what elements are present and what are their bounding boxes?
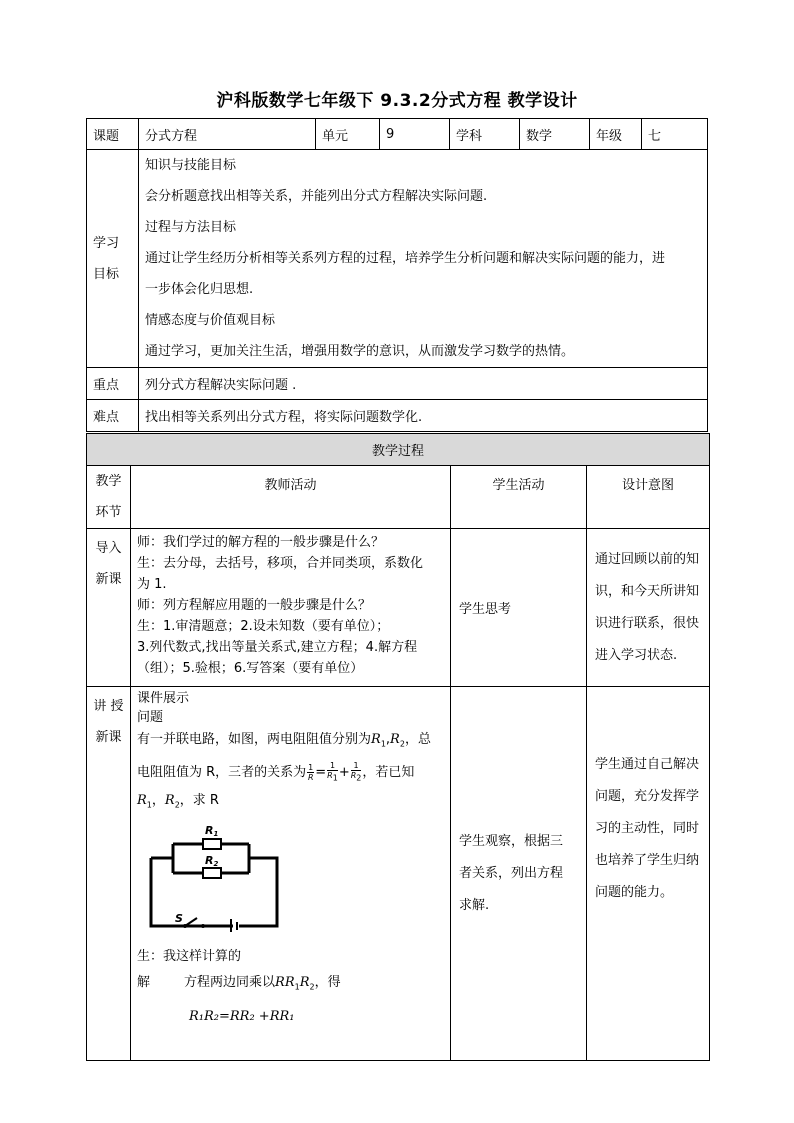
unit-value: 9: [380, 119, 450, 150]
objective-line: 知识与技能目标: [145, 158, 237, 173]
difficulty-text: 找出相等关系列出分式方程，将实际问题数学化.: [139, 400, 708, 432]
topic-value: 分式方程: [139, 119, 316, 150]
process-header: 教学过程: [87, 434, 710, 466]
intro-design-intent: 通过回顾以前的知 识，和今天所讲知 识进行联系，很快 进入学习状态.: [587, 529, 710, 687]
unit-label: 单元: [316, 119, 380, 150]
fig-switch-label: S: [175, 912, 183, 926]
student-column-header: 学生活动: [451, 466, 587, 529]
document-title: 沪科版数学七年级下 9.3.2分式方程 教学设计: [216, 91, 578, 111]
lecture-teacher-activity: [131, 687, 451, 1061]
courseware-label: 课件展示: [137, 691, 190, 706]
subject-value: 数学: [520, 119, 590, 150]
info-table: [86, 118, 708, 432]
grade-value: 七: [642, 119, 708, 150]
stage-column-header: 教学 环节: [87, 466, 131, 529]
objective-line: 情感态度与价值观目标: [145, 313, 276, 328]
problem-line-2: 电阻阻值为 R，三者的关系为 $\frac{1}{R}$ = $\frac{1}{R_1}$ + $\frac{1}{R_2}$ ，若已知: [137, 761, 415, 783]
solution-line: 解 方程两边同乘以$RR_1R_2$，得: [137, 975, 341, 992]
intro-stage: 导入 新课: [87, 529, 131, 687]
fig-r1-label: R1: [205, 824, 219, 839]
design-column-header: 设计意图: [587, 466, 710, 529]
formula-fraction: $\frac{1}{R}$: [307, 762, 314, 782]
fig-r2-label: R2: [205, 854, 219, 869]
objective-line: 一步体会化归思想.: [145, 282, 254, 297]
grade-label: 年级: [590, 119, 642, 150]
difficulty-label: 难点: [87, 400, 139, 432]
objective-line: 会分析题意找出相等关系，并能列出分式方程解决实际问题.: [145, 189, 488, 204]
lecture-design-intent: 学生通过自己解决 问题，充分发挥学 习的主动性，同时 也培养了学生归纳 问题的能力。: [587, 687, 710, 1061]
intro-student-activity: 学生思考: [451, 529, 587, 687]
objectives-label: 学习 目标: [87, 150, 139, 368]
objective-line: 通过让学生经历分析相等关系列方程的过程，培养学生分析问题和解决实际问题的能力，进: [145, 251, 666, 266]
student-answer-label: 生：我这样计算的: [137, 949, 242, 965]
teacher-column-header: 教师活动: [131, 466, 451, 529]
solution-equation: R₁R₂=RR₂ +RR₁: [189, 1008, 295, 1024]
problem-line-3: $R_1$，$R_2$，求 R: [137, 792, 219, 810]
lecture-student-activity: 学生观察，根据三 者关系，列出方程 求解.: [451, 687, 587, 1061]
key-point-label: 重点: [87, 368, 139, 400]
topic-label: 课题: [87, 119, 139, 150]
subject-label: 学科: [450, 119, 520, 150]
objectives-content: [139, 150, 708, 368]
objective-line: 过程与方法目标: [145, 220, 237, 235]
process-table: [86, 433, 710, 1061]
parallel-circuit-diagram: [145, 820, 285, 932]
key-point-text: 列分式方程解决实际问题 .: [139, 368, 708, 400]
objective-line: 通过学习，更加关注生活，增强用数学的意识，从而激发学习数学的热情。: [145, 344, 575, 359]
lecture-stage: 讲 授 新课: [87, 687, 131, 1061]
problem-line-1: 有一并联电路，如图，两电阻阻值分别为$R_1,R_2$，总: [137, 732, 431, 749]
intro-teacher-activity: 师：我们学过的解方程的一般步骤是什么？ 生：去分母，去括号，移项，合并同类项，系数化 为 1. 师：列方程解应用题的一般步骤是什么？ 生：1.审清题意；2.设未知数（要有单位）； 3.列代数式,找出等量关系式,建立方程；4.解方程 （组）；5.验根；6.写答案（要有单位）: [131, 529, 451, 687]
problem-label: 问题: [137, 710, 164, 725]
